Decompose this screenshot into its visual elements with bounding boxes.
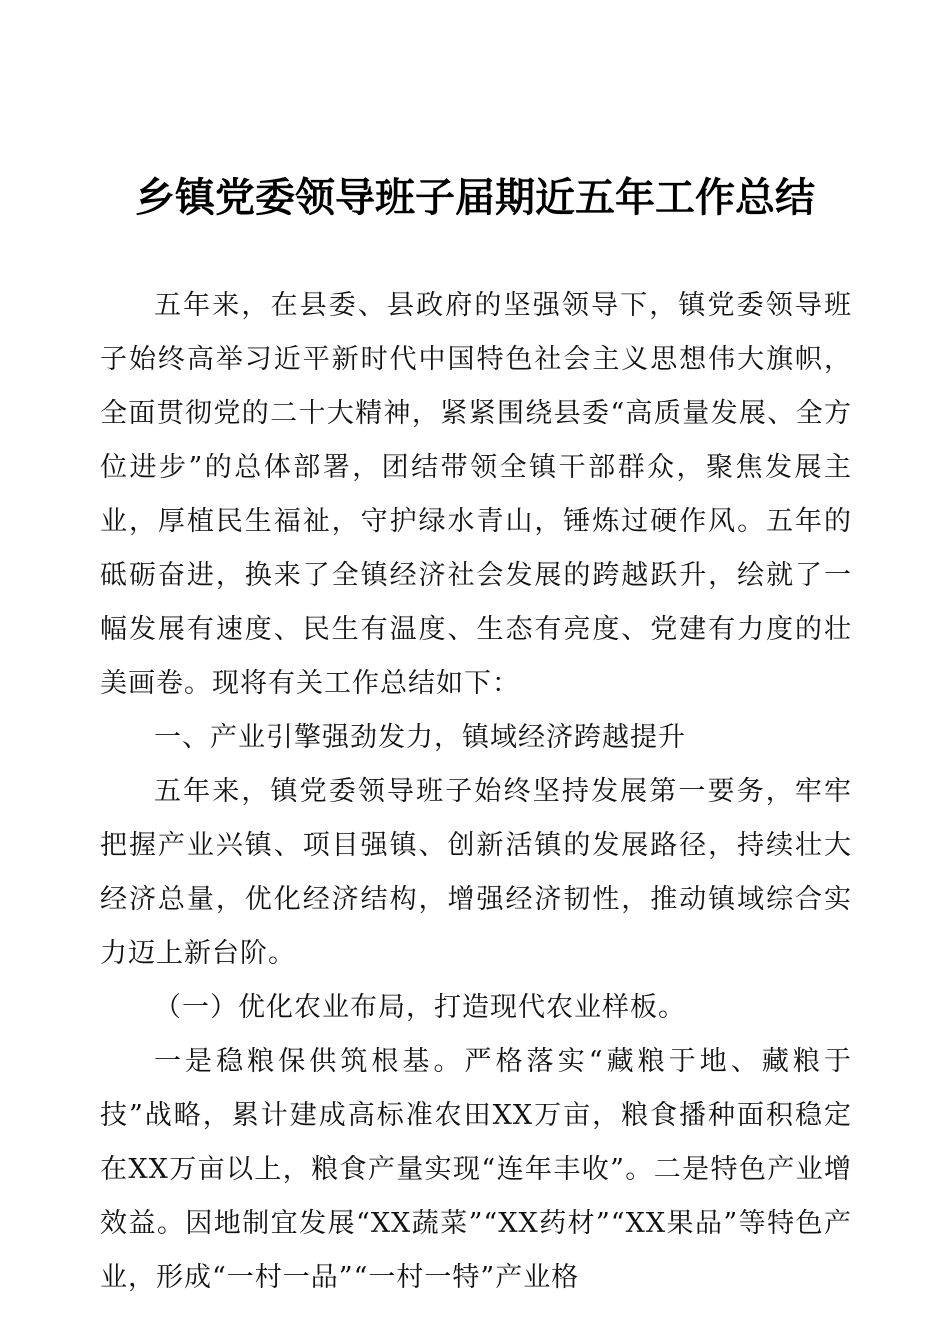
document-title: 乡镇党委领导班子届期近五年工作总结 <box>135 174 815 221</box>
paragraph-subsection-1: 一是稳粮保供筑根基。严格落实“藏粮于地、藏粮于技”战略，累计建成高标准农田XX万亩，粮食播种面积稳定在XX万亩以上，粮食产量实现“连年丰收”。二是特色产业增效益。因地制宜发展“XX蔬菜”“XX药材”“XX果品”等特色产业，形成“一村一品”“一村一特”产业格 <box>100 1046 852 1293</box>
paragraph-intro: 五年来，在县委、县政府的坚强领导下，镇党委领导班子始终高举习近平新时代中国特色社会主义思想伟大旗帜，全面贯彻党的二十大精神，紧紧围绕县委“高质量发展、全方位进步”的总体部署，团结带领全镇干部群众，聚焦发展主业，厚植民生福祉，守护绿水青山，锤炼过硬作风。五年的砥砺奋进，换来了全镇经济社会发展的跨越跃升，绘就了一幅发展有速度、民生有温度、生态有亮度、党建有力度的壮美画卷。现将有关工作总结如下： <box>100 290 852 699</box>
document-body <box>100 279 852 1305</box>
section-heading-1: 一、产业引擎强劲发力，镇域经济跨越提升 <box>154 722 686 753</box>
subsection-heading-1: （一）优化农业布局，打造现代农业样板。 <box>154 992 686 1023</box>
paragraph-section-1: 五年来，镇党委领导班子始终坚持发展第一要务，牢牢把握产业兴镇、项目强镇、创新活镇的发展路径，持续壮大经济总量，优化经济结构，增强经济韧性，推动镇域综合实力迈上新台阶。 <box>100 776 852 969</box>
